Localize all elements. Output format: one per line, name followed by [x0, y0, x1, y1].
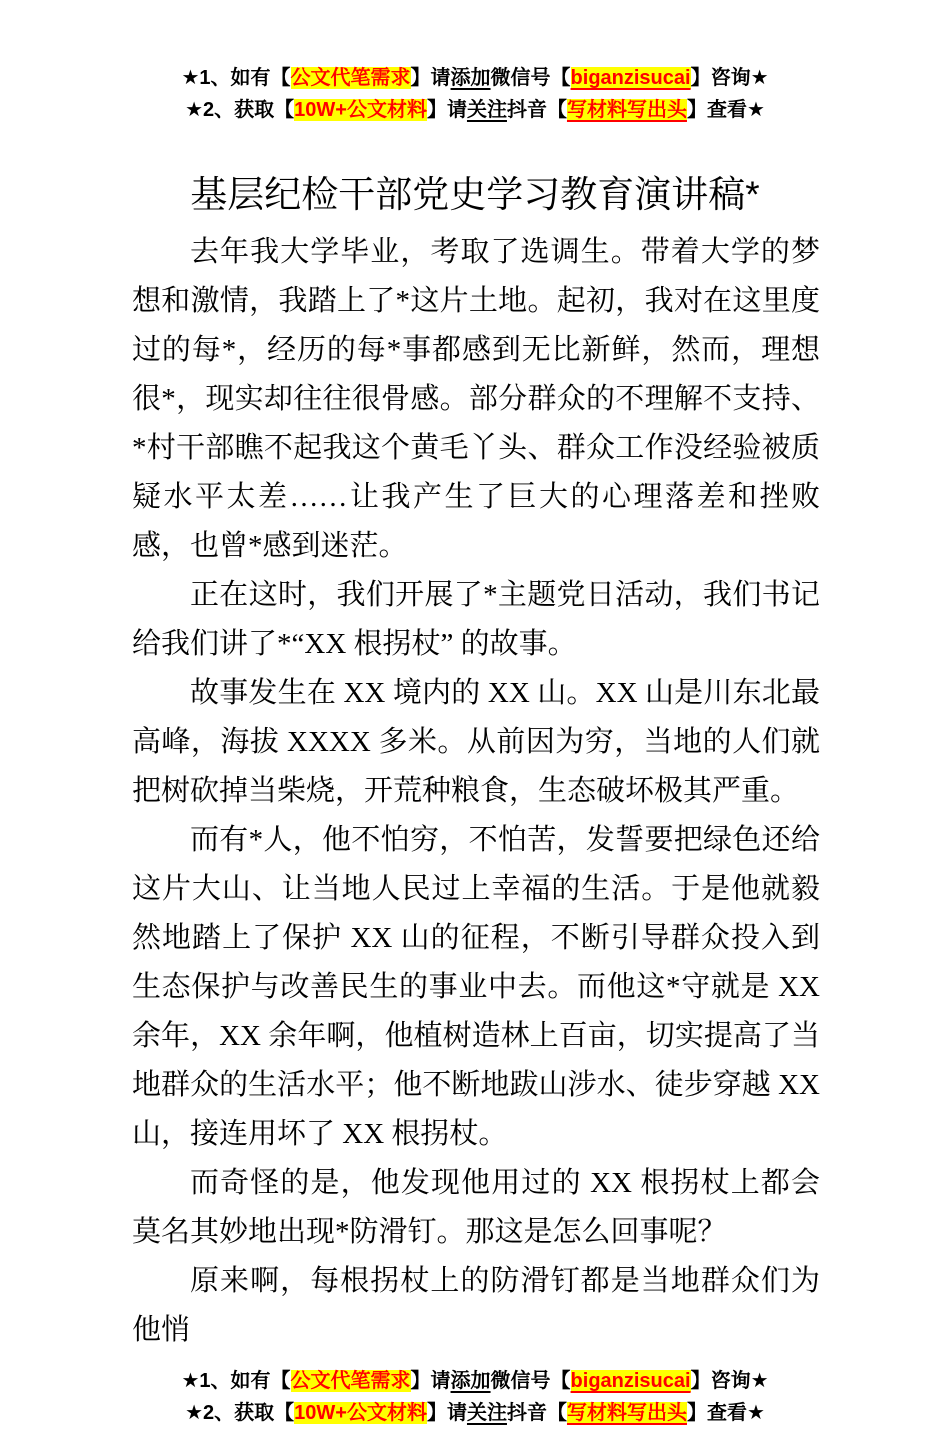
notice1-mid-2: 微信号【 — [490, 67, 571, 89]
notice2-highlight-material: 10W+公文材料 — [294, 99, 427, 121]
notice2-underline-follow: 关注 — [466, 99, 507, 121]
notice2-mid-1: 】请 — [426, 1402, 467, 1424]
header-notice-line-1 — [0, 62, 950, 94]
notice1-highlight-service: 公文代笔需求 — [290, 67, 411, 89]
notice1-mid-1: 】请 — [410, 1370, 451, 1392]
notice2-mid-1: 】请 — [426, 99, 467, 121]
footer-notice-line-1 — [0, 1365, 950, 1397]
header-notice-line-2 — [0, 94, 950, 126]
paragraph-1: 去年我大学毕业，考取了选调生。带着大学的梦想和激情，我踏上了*这片土地。起初，我对在这里度过的每*，经历的每*事都感到无比新鲜，然而，理想很*，现实却往往很骨感。部分群众的不理解不支持、*村干部瞧不起我这个黄毛丫头、群众工作没经验被质疑水平太差……让我产生了巨大的心理落差和挫败感，也曾*感到迷茫。 — [132, 236, 820, 562]
notice2-highlight-material: 10W+公文材料 — [294, 1402, 427, 1424]
notice2-suffix: 】查看★ — [686, 99, 765, 121]
notice2-prefix: ★2、获取【 — [185, 1402, 295, 1424]
paragraph-5: 而奇怪的是，他发现他用过的 XX 根拐杖上都会莫名其妙地出现*防滑钉。那这是怎么回事呢？ — [132, 1167, 820, 1248]
footer-notice-line-2 — [0, 1397, 950, 1429]
notice1-suffix: 】咨询★ — [690, 67, 769, 89]
notice2-underline-follow: 关注 — [466, 1402, 507, 1424]
notice1-prefix: ★1、如有【 — [181, 1370, 291, 1392]
notice2-suffix: 】查看★ — [686, 1402, 765, 1424]
paragraph-3: 故事发生在 XX 境内的 XX 山。XX 山是川东北最高峰，海拔 XXXX 多米。从前因为穷，当地的人们就把树砍掉当柴烧，开荒种粮食，生态破坏极其严重。 — [132, 677, 820, 807]
notice1-underline-add: 添加 — [450, 1370, 491, 1392]
paragraph-6: 原来啊，每根拐杖上的防滑钉都是当地群众们为他悄 — [132, 1265, 820, 1346]
notice2-prefix: ★2、获取【 — [185, 99, 295, 121]
notice1-underline-add: 添加 — [450, 67, 491, 89]
paragraph-4: 而有*人，他不怕穷，不怕苦，发誓要把绿色还给这片大山、让当地人民过上幸福的生活。于是他就毅然地踏上了保护 XX 山的征程，不断引导群众投入到生态保护与改善民生的事业中去。而他这*守就是 XX 余年，XX 余年啊，他植树造林上百亩，切实提高了当地群众的生活水平；他不断地跋山涉水、徒步穿越 XX 山，接连用坏了 XX 根拐杖。 — [132, 824, 820, 1150]
paragraph-2: 正在这时，我们开展了*主题党日活动，我们书记给我们讲了*“XX 根拐杖” 的故事。 — [132, 579, 820, 660]
notice1-mid-1: 】请 — [410, 67, 451, 89]
notice2-douyin-id: 写材料写出头 — [566, 99, 687, 121]
notice2-douyin-id: 写材料写出头 — [566, 1402, 687, 1424]
notice1-wechat-id: biganzisucai — [570, 67, 691, 89]
notice1-prefix: ★1、如有【 — [181, 67, 291, 89]
document-title: 基层纪检干部党史学习教育演讲稿* — [190, 174, 760, 215]
notice2-mid-2: 抖音【 — [506, 1402, 567, 1424]
notice1-suffix: 】咨询★ — [690, 1370, 769, 1392]
notice2-mid-2: 抖音【 — [506, 99, 567, 121]
footer-notice — [0, 1365, 950, 1429]
document-body — [132, 228, 820, 1355]
notice1-wechat-id: biganzisucai — [570, 1370, 691, 1392]
header-notice — [0, 0, 950, 126]
notice1-mid-2: 微信号【 — [490, 1370, 571, 1392]
notice1-highlight-service: 公文代笔需求 — [290, 1370, 411, 1392]
